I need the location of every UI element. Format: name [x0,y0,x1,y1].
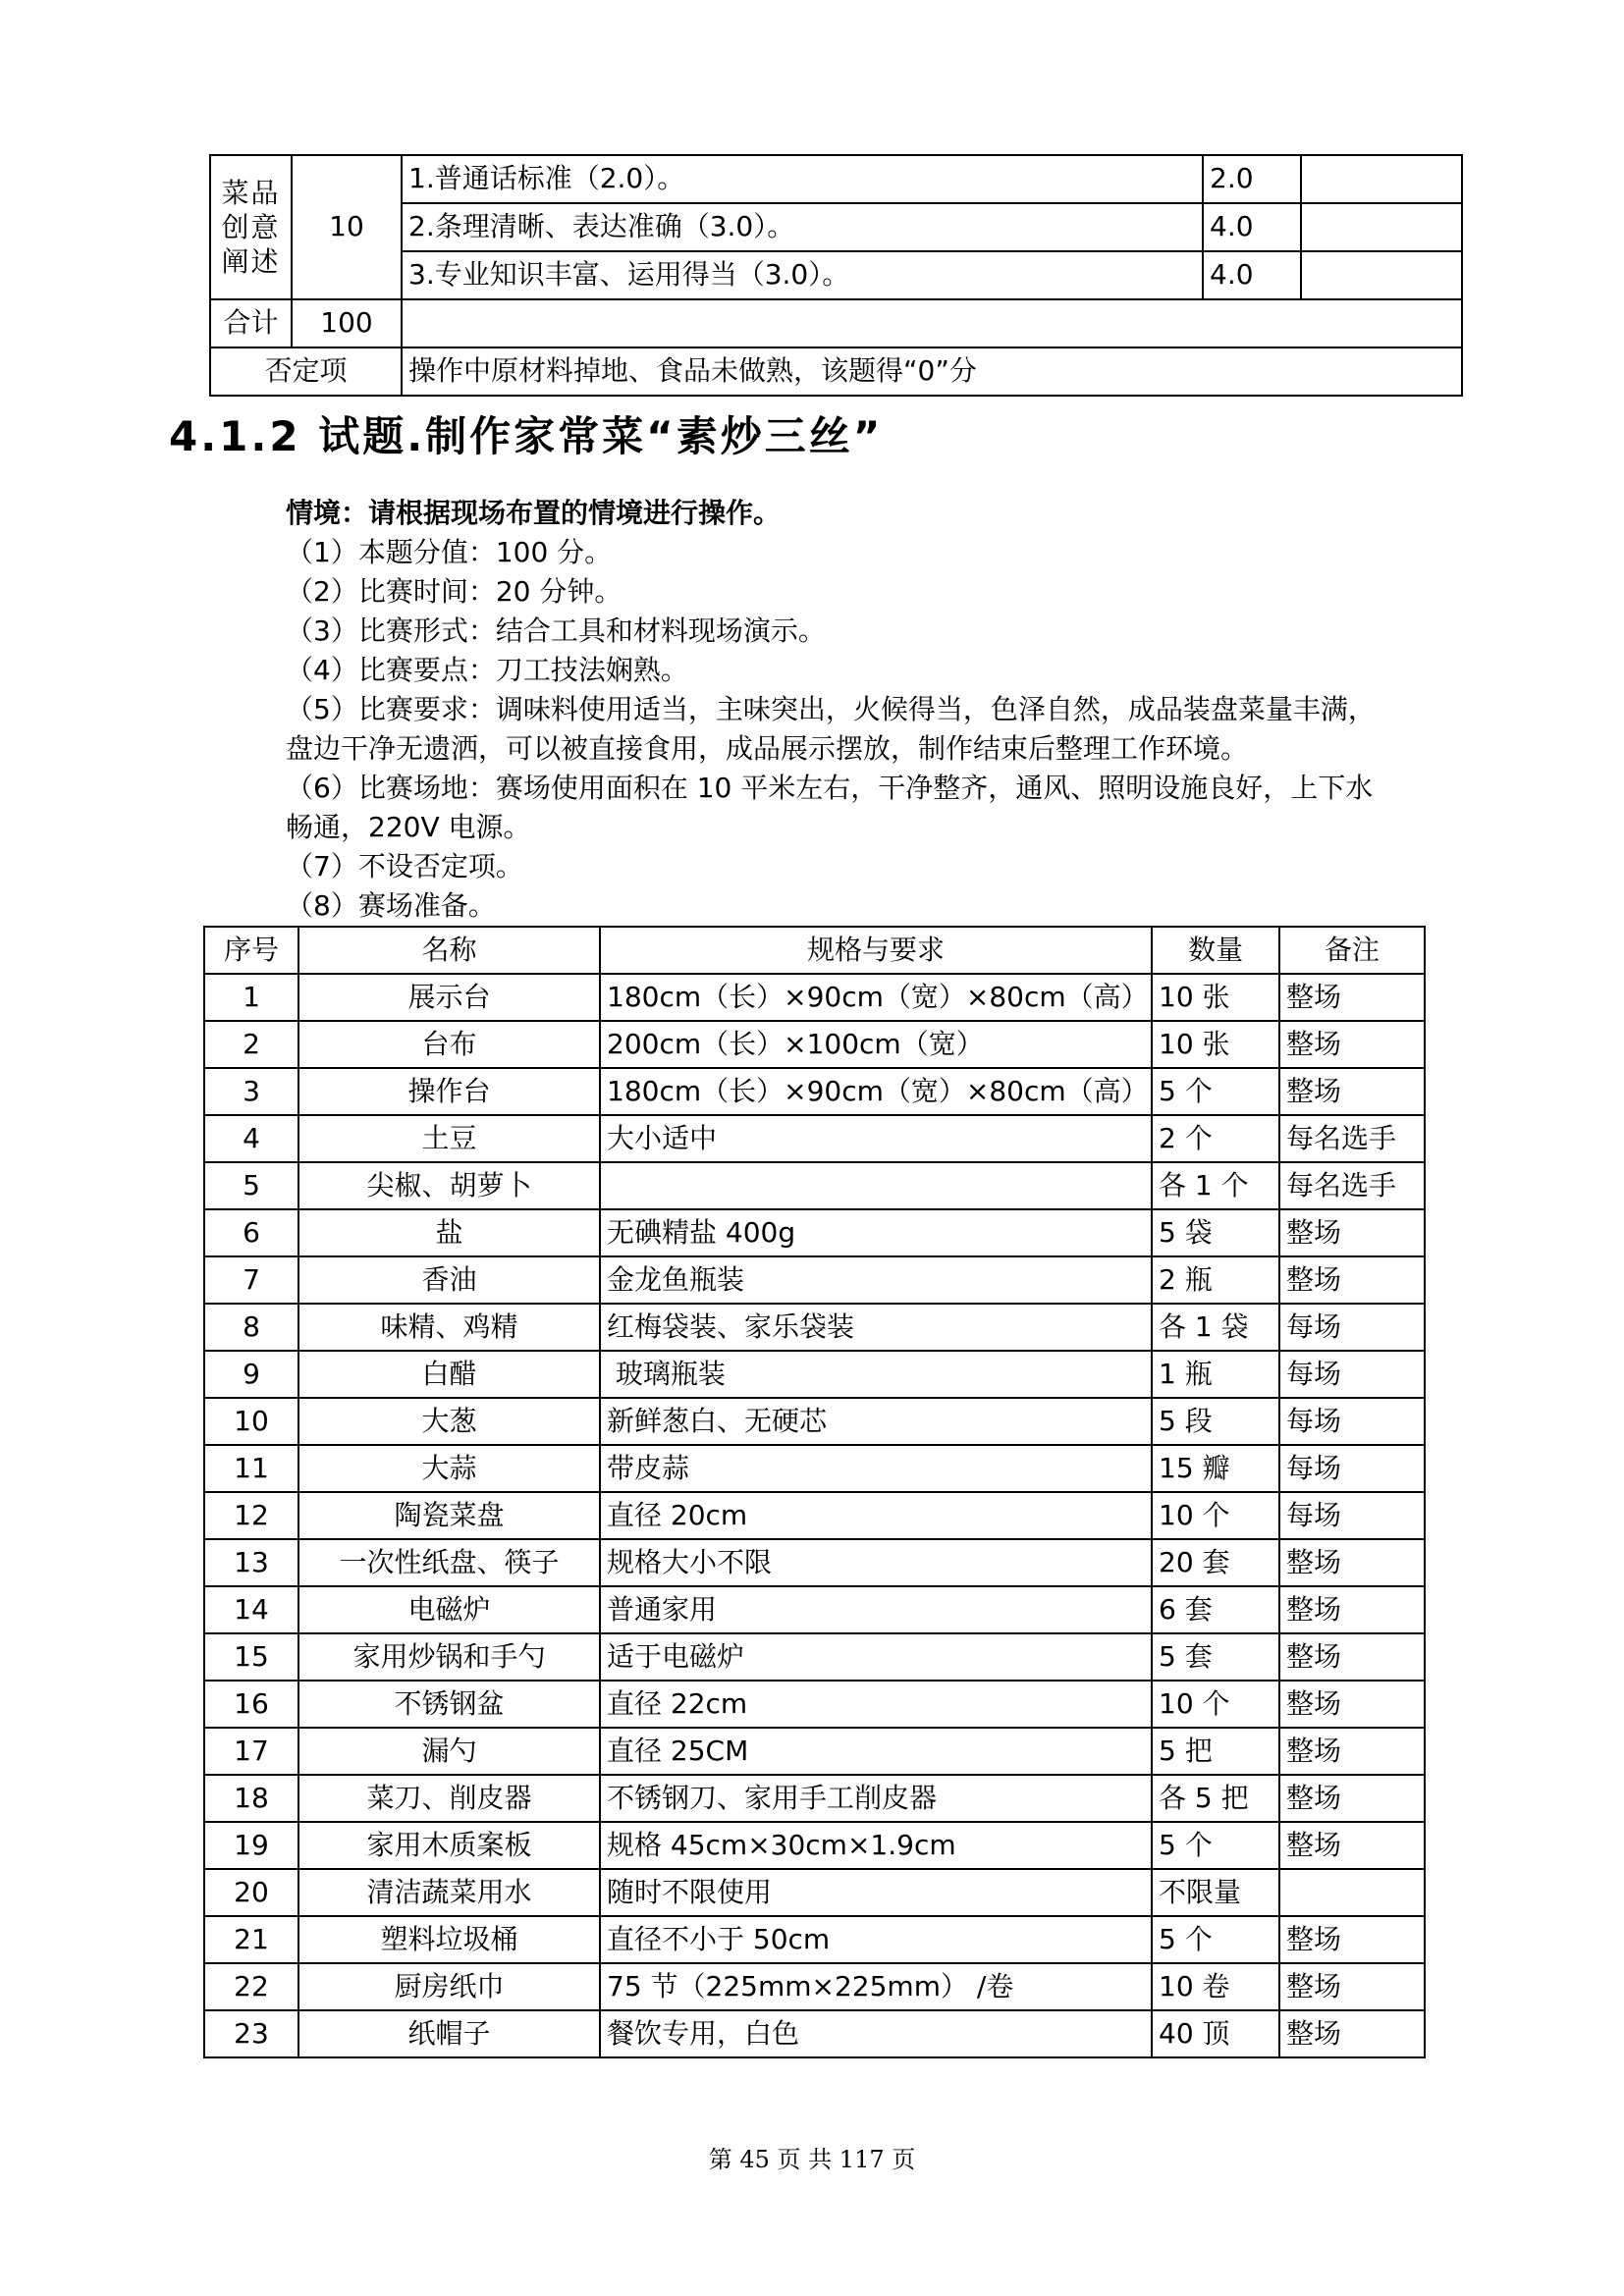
item-quantity: 5 段 [1152,1398,1279,1445]
table-row [204,1304,1425,1351]
item-name: 尖椒、胡萝卜 [298,1162,600,1209]
item-quantity: 5 套 [1152,1633,1279,1681]
item-remark [1279,1869,1425,1916]
row-number: 14 [204,1586,298,1633]
item-name: 厨房纸巾 [298,1963,600,2010]
table-row [204,1068,1425,1115]
item-name: 香油 [298,1256,600,1304]
context-item: 盘边干净无遗洒，可以被直接食用，成品展示摆放，制作结束后整理工作环境。 [286,732,1249,765]
table-row [204,1822,1425,1869]
item-quantity: 各 1 袋 [1152,1304,1279,1351]
criterion-text: 1.普通话标准（2.0）。 [402,155,1203,203]
item-quantity: 不限量 [1152,1869,1279,1916]
table-row [204,1633,1425,1681]
row-number: 10 [204,1398,298,1445]
context-item: （1）本题分值：100 分。 [286,536,613,568]
context-item: （2）比赛时间：20 分钟。 [286,575,623,608]
context-block [286,494,1484,926]
item-spec: 金龙鱼瓶装 [600,1256,1152,1304]
table-row [204,1351,1425,1398]
header-cell: 规格与要求 [600,927,1152,974]
table-row [204,1162,1425,1209]
row-number: 12 [204,1492,298,1539]
row-number: 17 [204,1728,298,1775]
item-remark: 整场 [1279,1681,1425,1728]
table-row [204,1256,1425,1304]
row-number: 21 [204,1916,298,1963]
item-remark: 整场 [1279,1728,1425,1775]
item-name: 味精、鸡精 [298,1304,600,1351]
item-spec: 适于电磁炉 [600,1633,1152,1681]
item-name: 盐 [298,1209,600,1256]
item-quantity: 5 个 [1152,1916,1279,1963]
item-quantity: 5 个 [1152,1068,1279,1115]
table-row [204,1869,1425,1916]
context-item: 畅通，220V 电源。 [286,811,531,843]
item-name: 电磁炉 [298,1586,600,1633]
context-item: （7）不设否定项。 [286,850,523,882]
criterion-text: 3.专业知识丰富、运用得当（3.0）。 [402,251,1203,299]
item-quantity: 10 个 [1152,1681,1279,1728]
item-name: 大葱 [298,1398,600,1445]
table-row [204,1021,1425,1068]
item-remark: 整场 [1279,1256,1425,1304]
item-remark: 整场 [1279,1539,1425,1586]
veto-text: 操作中原材料掉地、食品未做熟，该题得“0”分 [402,347,1462,396]
item-name: 纸帽子 [298,2010,600,2057]
context-item: （5）比赛要求：调味料使用适当，主味突出，火候得当，色泽自然，成品装盘菜量丰满， [286,693,1376,725]
context-title: 情境：请根据现场布置的情境进行操作。 [286,497,782,529]
total-blank [402,299,1462,347]
item-quantity: 10 张 [1152,1021,1279,1068]
item-remark: 每场 [1279,1304,1425,1351]
item-remark: 整场 [1279,1963,1425,2010]
row-number: 15 [204,1633,298,1681]
item-spec: 不锈钢刀、家用手工削皮器 [600,1775,1152,1822]
item-quantity: 各 5 把 [1152,1775,1279,1822]
header-cell: 名称 [298,927,600,974]
row-number: 11 [204,1445,298,1492]
item-remark: 整场 [1279,2010,1425,2057]
section-heading: 4.1.2 试题.制作家常菜“素炒三丝” [169,412,884,460]
item-quantity: 5 袋 [1152,1209,1279,1256]
item-name: 大蒜 [298,1445,600,1492]
table-row [204,1916,1425,1963]
item-remark: 每场 [1279,1398,1425,1445]
item-name: 展示台 [298,974,600,1021]
item-quantity: 1 瓶 [1152,1351,1279,1398]
item-remark: 整场 [1279,1916,1425,1963]
item-name: 菜刀、削皮器 [298,1775,600,1822]
item-remark: 每名选手 [1279,1115,1425,1162]
item-name: 不锈钢盆 [298,1681,600,1728]
equipment-body [204,974,1425,2057]
item-remark: 整场 [1279,1021,1425,1068]
item-quantity: 5 个 [1152,1822,1279,1869]
item-spec: 75 节（225mm×225mm） /卷 [600,1963,1152,2010]
row-number: 7 [204,1256,298,1304]
item-spec: 无碘精盐 400g [600,1209,1152,1256]
item-remark: 整场 [1279,1068,1425,1115]
table-row [204,1963,1425,2010]
item-quantity: 2 个 [1152,1115,1279,1162]
item-name: 家用木质案板 [298,1822,600,1869]
row-number: 6 [204,1209,298,1256]
table-row [204,1728,1425,1775]
item-remark: 整场 [1279,1586,1425,1633]
table-row [204,1445,1425,1492]
item-remark: 每名选手 [1279,1162,1425,1209]
veto-row [210,347,1462,396]
item-quantity: 10 卷 [1152,1963,1279,2010]
row-number: 2 [204,1021,298,1068]
score-table [209,154,1463,397]
item-quantity: 10 张 [1152,974,1279,1021]
item-remark: 整场 [1279,1822,1425,1869]
table-row [204,1539,1425,1586]
score-row [210,155,1462,203]
item-quantity: 各 1 个 [1152,1162,1279,1209]
item-quantity: 40 顶 [1152,2010,1279,2057]
item-name: 清洁蔬菜用水 [298,1869,600,1916]
context-item: （3）比赛形式：结合工具和材料现场演示。 [286,614,826,647]
item-spec: 随时不限使用 [600,1869,1152,1916]
row-number: 23 [204,2010,298,2057]
item-remark: 整场 [1279,1209,1425,1256]
section-label: 菜品创意阐述 [210,155,292,299]
row-number: 4 [204,1115,298,1162]
item-spec: 新鲜葱白、无硬芯 [600,1398,1152,1445]
row-number: 19 [204,1822,298,1869]
criterion-note [1301,251,1462,299]
item-spec: 180cm（长）×90cm（宽）×80cm（高） [600,1068,1152,1115]
item-quantity: 20 套 [1152,1539,1279,1586]
item-spec: 180cm（长）×90cm（宽）×80cm（高） [600,974,1152,1021]
table-row [204,1586,1425,1633]
total-value: 100 [292,299,402,347]
item-spec: 红梅袋装、家乐袋装 [600,1304,1152,1351]
item-spec: 直径 22cm [600,1681,1152,1728]
criterion-text: 2.条理清晰、表达准确（3.0）。 [402,203,1203,251]
item-name: 塑料垃圾桶 [298,1916,600,1963]
table-row [204,974,1425,1021]
item-spec: 规格大小不限 [600,1539,1152,1586]
table-row [204,1115,1425,1162]
item-quantity: 15 瓣 [1152,1445,1279,1492]
header-cell: 备注 [1279,927,1425,974]
item-remark: 整场 [1279,1633,1425,1681]
item-spec: 玻璃瓶装 [600,1351,1152,1398]
equipment-header-row [204,927,1425,974]
criterion-score: 4.0 [1203,203,1301,251]
page-footer: 第 45 页 共 117 页 [708,2146,916,2173]
table-row [204,1492,1425,1539]
equipment-table [203,926,1426,2058]
item-quantity: 5 把 [1152,1728,1279,1775]
row-number: 8 [204,1304,298,1351]
row-number: 20 [204,1869,298,1916]
item-name: 操作台 [298,1068,600,1115]
item-spec [600,1162,1152,1209]
criterion-score: 4.0 [1203,251,1301,299]
item-spec: 规格 45cm×30cm×1.9cm [600,1822,1152,1869]
context-item: （6）比赛场地：赛场使用面积在 10 平米左右，干净整齐，通风、照明设施良好，上下水 [286,772,1374,804]
row-number: 22 [204,1963,298,2010]
table-row [204,2010,1425,2057]
item-spec: 大小适中 [600,1115,1152,1162]
row-number: 1 [204,974,298,1021]
table-row [204,1398,1425,1445]
row-number: 3 [204,1068,298,1115]
context-item: （4）比赛要点：刀工技法娴熟。 [286,654,688,686]
row-number: 9 [204,1351,298,1398]
item-remark: 每场 [1279,1351,1425,1398]
row-number: 5 [204,1162,298,1209]
item-spec: 直径不小于 50cm [600,1916,1152,1963]
total-row [210,299,1462,347]
table-row [204,1775,1425,1822]
item-quantity: 2 瓶 [1152,1256,1279,1304]
item-spec: 200cm（长）×100cm（宽） [600,1021,1152,1068]
item-spec: 直径 20cm [600,1492,1152,1539]
item-spec: 餐饮专用，白色 [600,2010,1152,2057]
table-row [204,1209,1425,1256]
item-remark: 整场 [1279,1775,1425,1822]
table-row [204,1681,1425,1728]
item-spec: 普通家用 [600,1586,1152,1633]
criterion-note [1301,203,1462,251]
item-name: 家用炒锅和手勺 [298,1633,600,1681]
veto-label: 否定项 [210,347,402,396]
item-name: 白醋 [298,1351,600,1398]
row-number: 18 [204,1775,298,1822]
row-number: 13 [204,1539,298,1586]
item-remark: 整场 [1279,974,1425,1021]
item-name: 漏勺 [298,1728,600,1775]
section-points: 10 [292,155,402,299]
item-name: 土豆 [298,1115,600,1162]
header-cell: 数量 [1152,927,1279,974]
criterion-score: 2.0 [1203,155,1301,203]
row-number: 16 [204,1681,298,1728]
item-name: 一次性纸盘、筷子 [298,1539,600,1586]
total-label: 合计 [210,299,292,347]
item-name: 台布 [298,1021,600,1068]
item-name: 陶瓷菜盘 [298,1492,600,1539]
item-remark: 每场 [1279,1445,1425,1492]
criterion-note [1301,155,1462,203]
header-cell: 序号 [204,927,298,974]
item-remark: 每场 [1279,1492,1425,1539]
item-spec: 直径 25CM [600,1728,1152,1775]
item-quantity: 6 套 [1152,1586,1279,1633]
item-quantity: 10 个 [1152,1492,1279,1539]
item-spec: 带皮蒜 [600,1445,1152,1492]
context-item: （8）赛场准备。 [286,889,496,922]
